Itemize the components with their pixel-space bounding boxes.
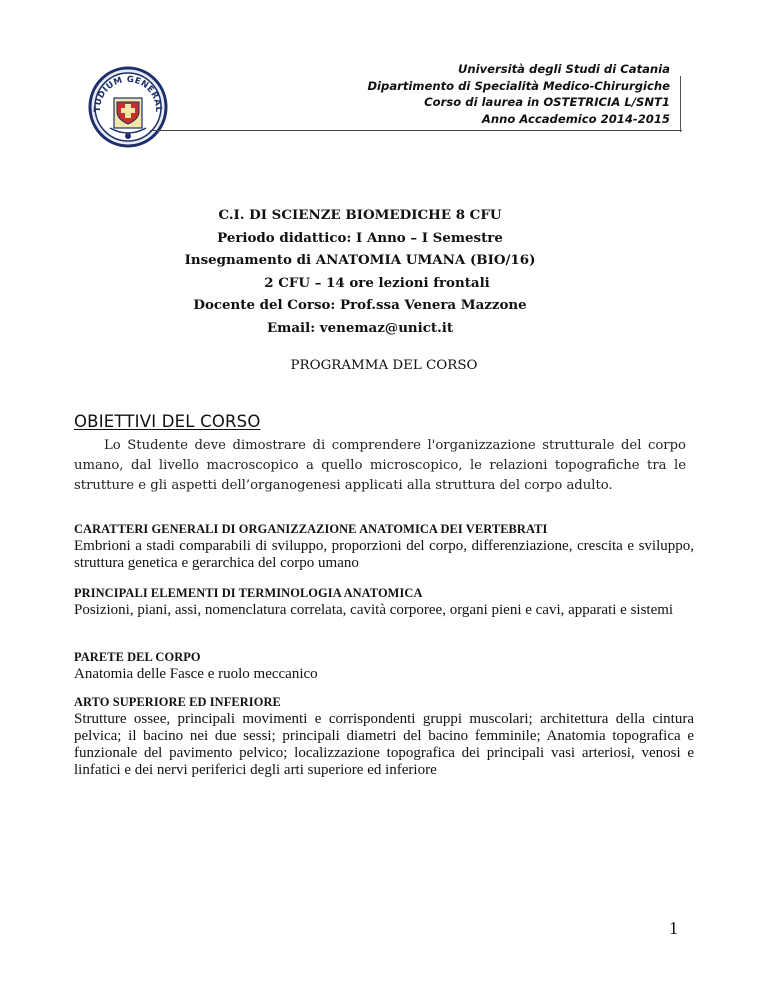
section-text: Embrioni a stadi comparabili di sviluppo, proporzioni del corpo, differenziazione, crescita e sviluppo, struttura genetica e gerarchica del corpo umano bbox=[74, 538, 694, 571]
section-text: Posizioni, piani, assi, nomenclatura correlata, cavità corporee, organi pieni e cavi, apparati e sistemi bbox=[74, 602, 674, 618]
course-email: Email: venemaz@unict.it bbox=[266, 319, 454, 336]
svg-text:STUDIUM GENERALE: TUDIUM GENERAL bbox=[92, 74, 164, 113]
section-title: ARTO SUPERIORE ED INFERIORE bbox=[74, 695, 281, 709]
header-divider-horizontal bbox=[150, 130, 682, 131]
university-seal-logo bbox=[88, 66, 168, 148]
course-teaching: Insegnamento di ANATOMIA UMANA (BIO/16) bbox=[184, 252, 536, 268]
section-text: Strutture ossee, principali movimenti e corrispondenti gruppi muscolari; architettura della cintura pelvica; il bacino nei due sessi; principali diametri del bacino femminile; Anatomia topografica e funzionale del pavimento pelvico; localizzazione topografica dei principali vasi arteriosi, venosi e linfatici e dei nervi periferici degli arti superiore ed inferiore bbox=[74, 711, 694, 778]
course-title: C.I. DI SCIENZE BIOMEDICHE 8 CFU bbox=[218, 207, 502, 223]
section-limbs bbox=[74, 695, 694, 779]
course-info-block bbox=[150, 204, 570, 339]
university-header bbox=[250, 61, 670, 127]
section-body-wall bbox=[74, 650, 694, 683]
program-title: PROGRAMMA DEL CORSO bbox=[290, 358, 478, 373]
objectives-heading: OBIETTIVI DEL CORSO bbox=[74, 412, 261, 431]
header-divider-vertical bbox=[680, 76, 681, 132]
page-number: 1 bbox=[669, 918, 678, 938]
course-credits: 2 CFU – 14 ore lezioni frontali bbox=[264, 274, 490, 291]
university-name: Università degli Studi di Catania bbox=[457, 62, 670, 76]
course-period: Periodo didattico: I Anno – I Semestre bbox=[217, 229, 503, 246]
department-name: Dipartimento di Specialità Medico-Chirurgiche bbox=[367, 78, 670, 93]
section-title: PARETE DEL CORPO bbox=[74, 650, 201, 664]
academic-year: Anno Accademico 2014-2015 bbox=[481, 111, 670, 126]
section-text: Anatomia delle Fasce e ruolo meccanico bbox=[74, 666, 318, 682]
course-teacher: Docente del Corso: Prof.ssa Venera Mazzone bbox=[193, 297, 527, 313]
degree-name: Corso di laurea in OSTETRICIA L/SNT1 bbox=[424, 95, 670, 109]
section-title: PRINCIPALI ELEMENTI DI TERMINOLOGIA ANATOMICA bbox=[74, 586, 423, 600]
section-title: CARATTERI GENERALI DI ORGANIZZAZIONE ANATOMICA DEI VERTEBRATI bbox=[74, 522, 548, 536]
section-general-characters bbox=[74, 522, 694, 572]
section-terminology bbox=[74, 586, 694, 619]
objectives-text: Lo Studente deve dimostrare di comprendere l'organizzazione strutturale del corpo umano, dal livello macroscopico a quello microscopico, le relazioni topografiche tra le strutture e gli aspetti dell’organogenesi applicati alla struttura del corpo adulto. bbox=[74, 438, 686, 493]
